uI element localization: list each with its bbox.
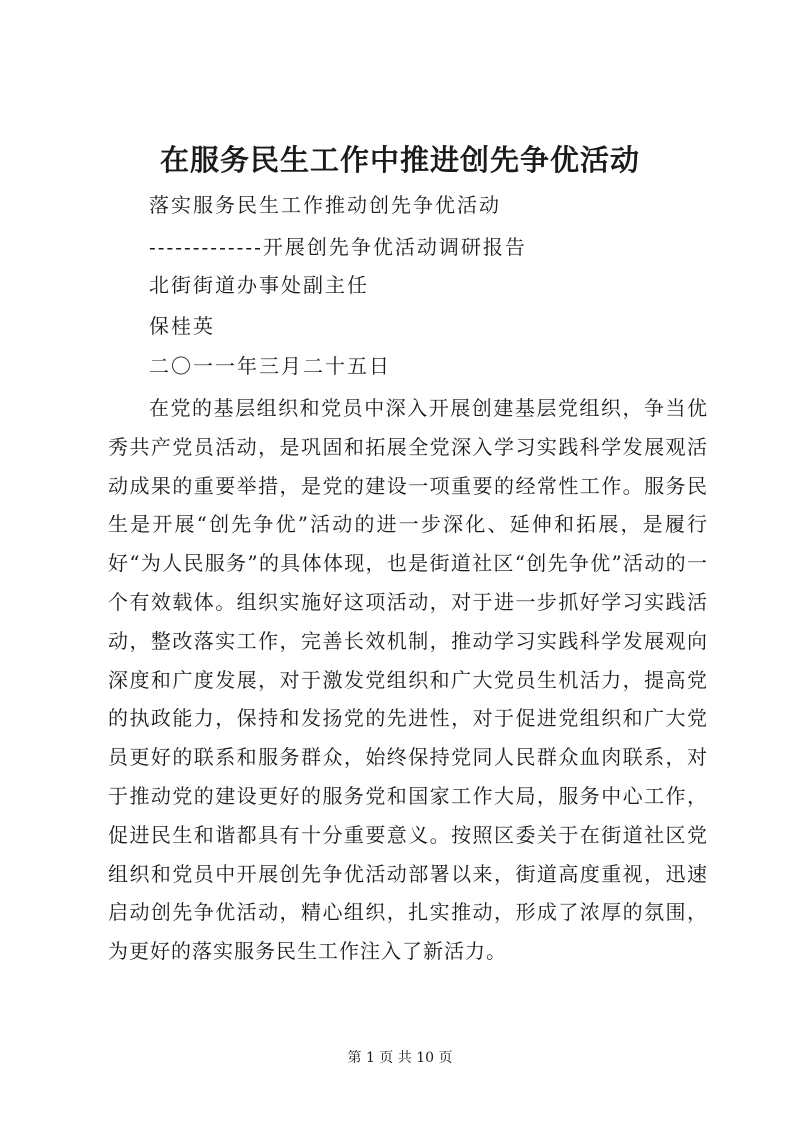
author-name: 保桂英: [149, 314, 215, 338]
report-line: -------------开展创先争优活动调研报告: [149, 235, 527, 259]
author-position: 北街街道办事处副主任: [149, 273, 369, 297]
document-date: 二〇一一年三月二十五日: [149, 354, 391, 378]
page-footer: 第 1 页 共 10 页: [347, 1050, 453, 1066]
document-title: 在服务民生工作中推进创先争优活动: [159, 143, 640, 177]
body-paragraph: 在党的基层组织和党员中深入开展创建基层党组织，争当优秀共产党员活动，是巩固和拓展全党深入学习实践科学发展观活动成果的重要举措，是党的建设一项重要的经常性工作。服务民生是开展“创先争优”活动的进一步深化、延伸和拓展，是履行好“为人民服务”的具体体现，也是街道社区“创先争优”活动的一个有效载体。组织实施好这项活动，对于进一步抓好学习实践活动，整改落实工作，完善长效机制，推动学习实践科学发展观向深度和广度发展，对于激发党组织和广大党员生机活力，提高党的执政能力，保持和发扬党的先进性，对于促进党组织和广大党员更好的联系和服务群众，始终保持党同人民群众血肉联系，对于推动党的建设更好的服务党和国家工作大局，服务中心工作，促进民生和谐都具有十分重要意义。按照区委关于在街道社区党组织和党员中开展创先争优活动部署以来，街道高度重视，迅速启动创先争优活动，精心组织，扎实推动，形成了浓厚的氛围，为更好的落实服务民生工作注入了新活力。: [108, 396, 708, 964]
subtitle: 落实服务民生工作推动创先争优活动: [149, 193, 501, 217]
